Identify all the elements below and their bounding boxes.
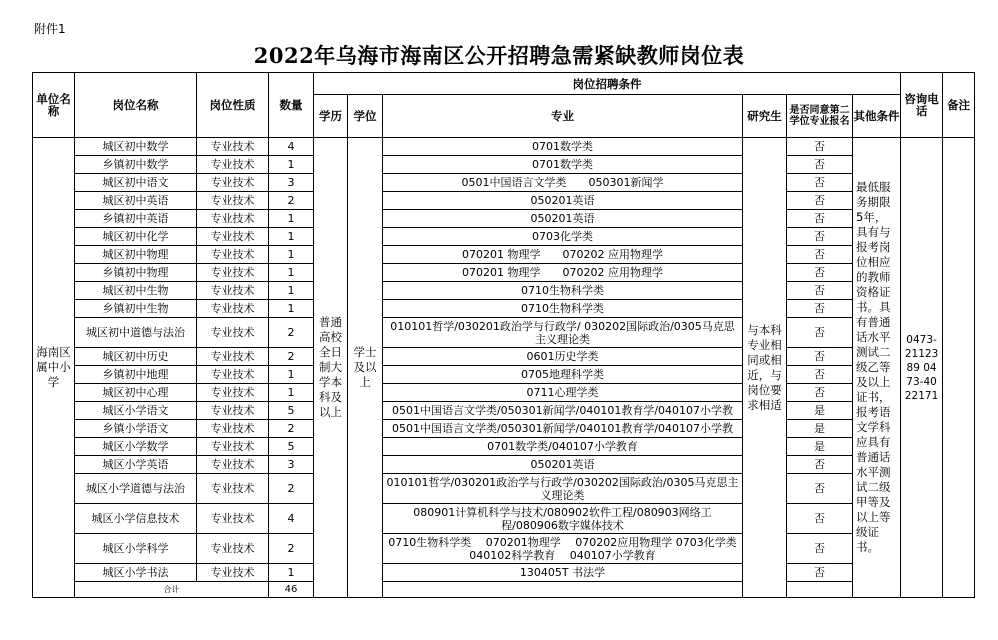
header-phone: 咨询电话 [901, 73, 943, 138]
position-cell: 城区初中道德与法治 [75, 318, 197, 348]
table-row [33, 174, 975, 192]
second-degree-cell: 否 [787, 264, 853, 282]
second-degree-cell: 是 [787, 438, 853, 456]
second-degree-cell: 否 [787, 474, 853, 504]
total-label: 合计 [75, 582, 269, 598]
table-row [33, 246, 975, 264]
major-cell: 080901计算机科学与技术/080902软件工程/080903网络工程/080906数字媒体技术 [383, 504, 743, 534]
second-degree-cell: 否 [787, 156, 853, 174]
count-cell: 1 [269, 246, 314, 264]
major-cell: 010101哲学/030201政治学与行政学/030202国际政治/0305马克思主义理论类 [383, 474, 743, 504]
header-remark: 备注 [943, 73, 975, 138]
position-cell: 城区小学语文 [75, 402, 197, 420]
major-cell: 010101哲学/030201政治学与行政学/ 030202国际政治/0305马克思主义理论类 [383, 318, 743, 348]
table-row [33, 402, 975, 420]
position-cell: 城区初中生物 [75, 282, 197, 300]
nature-cell: 专业技术 [197, 504, 269, 534]
position-cell: 乡镇初中英语 [75, 210, 197, 228]
header-major: 专业 [383, 95, 743, 138]
nature-cell: 专业技术 [197, 210, 269, 228]
degree-cell: 学士及以上 [348, 138, 383, 598]
position-cell: 乡镇初中地理 [75, 366, 197, 384]
count-cell: 1 [269, 384, 314, 402]
table-row [33, 348, 975, 366]
header-other: 其他条件 [853, 95, 901, 138]
header-degree: 学位 [348, 95, 383, 138]
major-cell: 0601历史学类 [383, 348, 743, 366]
nature-cell: 专业技术 [197, 564, 269, 582]
major-cell: 050201英语 [383, 192, 743, 210]
position-cell: 城区初中数学 [75, 138, 197, 156]
header-graduate: 研究生 [743, 95, 787, 138]
nature-cell: 专业技术 [197, 174, 269, 192]
second-degree-cell: 否 [787, 534, 853, 564]
total-count: 46 [269, 582, 314, 598]
major-cell: 0501中国语言文学类/050301新闻学/040101教育学/040107小学教 [383, 402, 743, 420]
second-degree-cell: 否 [787, 504, 853, 534]
position-cell: 城区初中英语 [75, 192, 197, 210]
position-cell: 乡镇初中生物 [75, 300, 197, 318]
position-cell: 城区初中物理 [75, 246, 197, 264]
nature-cell: 专业技术 [197, 246, 269, 264]
second-degree-cell: 否 [787, 366, 853, 384]
position-cell: 城区小学英语 [75, 456, 197, 474]
second-degree-cell: 否 [787, 456, 853, 474]
second-degree-cell: 否 [787, 210, 853, 228]
position-cell: 城区小学道德与法治 [75, 474, 197, 504]
major-cell: 0703化学类 [383, 228, 743, 246]
nature-cell: 专业技术 [197, 138, 269, 156]
second-degree-cell: 否 [787, 300, 853, 318]
table-row [33, 420, 975, 438]
major-cell: 0501中国语言文学类/050301新闻学/040101教育学/040107小学教 [383, 420, 743, 438]
nature-cell: 专业技术 [197, 264, 269, 282]
table-row [33, 438, 975, 456]
table-row [33, 534, 975, 564]
count-cell: 2 [269, 420, 314, 438]
nature-cell: 专业技术 [197, 282, 269, 300]
phone-cell: 0473-2112389 0473-4022171 [901, 138, 943, 598]
count-cell: 4 [269, 138, 314, 156]
count-cell: 4 [269, 504, 314, 534]
count-cell: 1 [269, 300, 314, 318]
nature-cell: 专业技术 [197, 366, 269, 384]
header-position: 岗位名称 [75, 73, 197, 138]
second-degree-cell: 否 [787, 564, 853, 582]
count-cell: 1 [269, 366, 314, 384]
position-cell: 乡镇小学语文 [75, 420, 197, 438]
count-cell: 1 [269, 156, 314, 174]
table-row [33, 156, 975, 174]
nature-cell: 专业技术 [197, 420, 269, 438]
page-title: 2022年乌海市海南区公开招聘急需紧缺教师岗位表 [253, 43, 745, 68]
major-cell: 0705地理科学类 [383, 366, 743, 384]
position-cell: 城区初中心理 [75, 384, 197, 402]
second-degree-cell: 否 [787, 174, 853, 192]
major-cell: 070201 物理学 070202 应用物理学 [383, 246, 743, 264]
header-education: 学历 [314, 95, 348, 138]
major-cell: 0501中国语言文学类 050301新闻学 [383, 174, 743, 192]
position-cell: 乡镇初中数学 [75, 156, 197, 174]
major-cell: 0701数学类 [383, 156, 743, 174]
count-cell: 5 [269, 402, 314, 420]
nature-cell: 专业技术 [197, 402, 269, 420]
header-conditions: 岗位招聘条件 [314, 73, 901, 95]
nature-cell: 专业技术 [197, 474, 269, 504]
table-row [33, 210, 975, 228]
count-cell: 1 [269, 228, 314, 246]
count-cell: 3 [269, 174, 314, 192]
nature-cell: 专业技术 [197, 534, 269, 564]
second-degree-cell: 否 [787, 318, 853, 348]
count-cell: 2 [269, 318, 314, 348]
second-degree-cell: 否 [787, 192, 853, 210]
total-row [33, 582, 975, 598]
table-row [33, 474, 975, 504]
table-row [33, 366, 975, 384]
position-cell: 城区小学科学 [75, 534, 197, 564]
count-cell: 1 [269, 210, 314, 228]
major-cell: 0710生物科学类 [383, 282, 743, 300]
second-degree-cell: 是 [787, 420, 853, 438]
count-cell: 5 [269, 438, 314, 456]
nature-cell: 专业技术 [197, 156, 269, 174]
other-conditions-cell: 最低服务期限5年，具有与报考岗位相应的教师资格证书。具有普通话水平测试二级乙等及以上证书，报考语文学科应具有普通话水平测试二级甲等及以上等级证书。 [853, 138, 901, 598]
major-cell: 0710生物科学类 070201物理学 070202应用物理学 0703化学类 040102科学教育 040107小学教育 [383, 534, 743, 564]
attachment-label: 附件1 [34, 22, 66, 36]
count-cell: 1 [269, 564, 314, 582]
major-cell: 070201 物理学 070202 应用物理学 [383, 264, 743, 282]
nature-cell: 专业技术 [197, 348, 269, 366]
major-cell: 050201英语 [383, 456, 743, 474]
header-second-degree: 是否同意第二学位专业报名 [787, 95, 853, 138]
nature-cell: 专业技术 [197, 300, 269, 318]
position-cell: 城区小学数学 [75, 438, 197, 456]
major-cell: 0710生物科学类 [383, 300, 743, 318]
table-row [33, 456, 975, 474]
count-cell: 2 [269, 474, 314, 504]
second-degree-cell: 是 [787, 402, 853, 420]
header-unit: 单位名称 [33, 73, 75, 138]
count-cell: 2 [269, 534, 314, 564]
position-cell: 城区初中历史 [75, 348, 197, 366]
position-cell: 乡镇初中物理 [75, 264, 197, 282]
count-cell: 2 [269, 348, 314, 366]
count-cell: 1 [269, 264, 314, 282]
count-cell: 2 [269, 192, 314, 210]
position-cell: 城区初中化学 [75, 228, 197, 246]
second-degree-cell: 否 [787, 282, 853, 300]
major-cell: 050201英语 [383, 210, 743, 228]
nature-cell: 专业技术 [197, 384, 269, 402]
major-cell: 130405T 书法学 [383, 564, 743, 582]
table-row [33, 264, 975, 282]
table-row [33, 300, 975, 318]
second-degree-cell: 否 [787, 228, 853, 246]
table-row [33, 384, 975, 402]
second-degree-cell: 否 [787, 138, 853, 156]
nature-cell: 专业技术 [197, 438, 269, 456]
header-nature: 岗位性质 [197, 73, 269, 138]
table-row [33, 564, 975, 582]
unit-cell: 海南区属中小学 [33, 138, 75, 598]
nature-cell: 专业技术 [197, 318, 269, 348]
position-cell: 城区初中语文 [75, 174, 197, 192]
nature-cell: 专业技术 [197, 456, 269, 474]
count-cell: 3 [269, 456, 314, 474]
nature-cell: 专业技术 [197, 192, 269, 210]
major-cell: 0701数学类/040107小学教育 [383, 438, 743, 456]
second-degree-cell: 否 [787, 246, 853, 264]
major-cell: 0711心理学类 [383, 384, 743, 402]
nature-cell: 专业技术 [197, 228, 269, 246]
major-empty-cell [383, 582, 743, 598]
table-row [33, 192, 975, 210]
count-cell: 1 [269, 282, 314, 300]
graduate-cell: 与本科专业相同或相近，与岗位要求相适 [743, 138, 787, 598]
table-row [33, 138, 975, 156]
second-degree-cell: 否 [787, 348, 853, 366]
table-row [33, 318, 975, 348]
second-empty-cell [787, 582, 853, 598]
positions-table [32, 72, 975, 598]
position-cell: 城区小学信息技术 [75, 504, 197, 534]
table-row [33, 504, 975, 534]
second-degree-cell: 否 [787, 384, 853, 402]
header-count: 数量 [269, 73, 314, 138]
education-cell: 普通高校全日制大学本科及以上 [314, 138, 348, 598]
table-row [33, 228, 975, 246]
table-row [33, 282, 975, 300]
position-cell: 城区小学书法 [75, 564, 197, 582]
remark-cell [943, 138, 975, 598]
major-cell: 0701数学类 [383, 138, 743, 156]
